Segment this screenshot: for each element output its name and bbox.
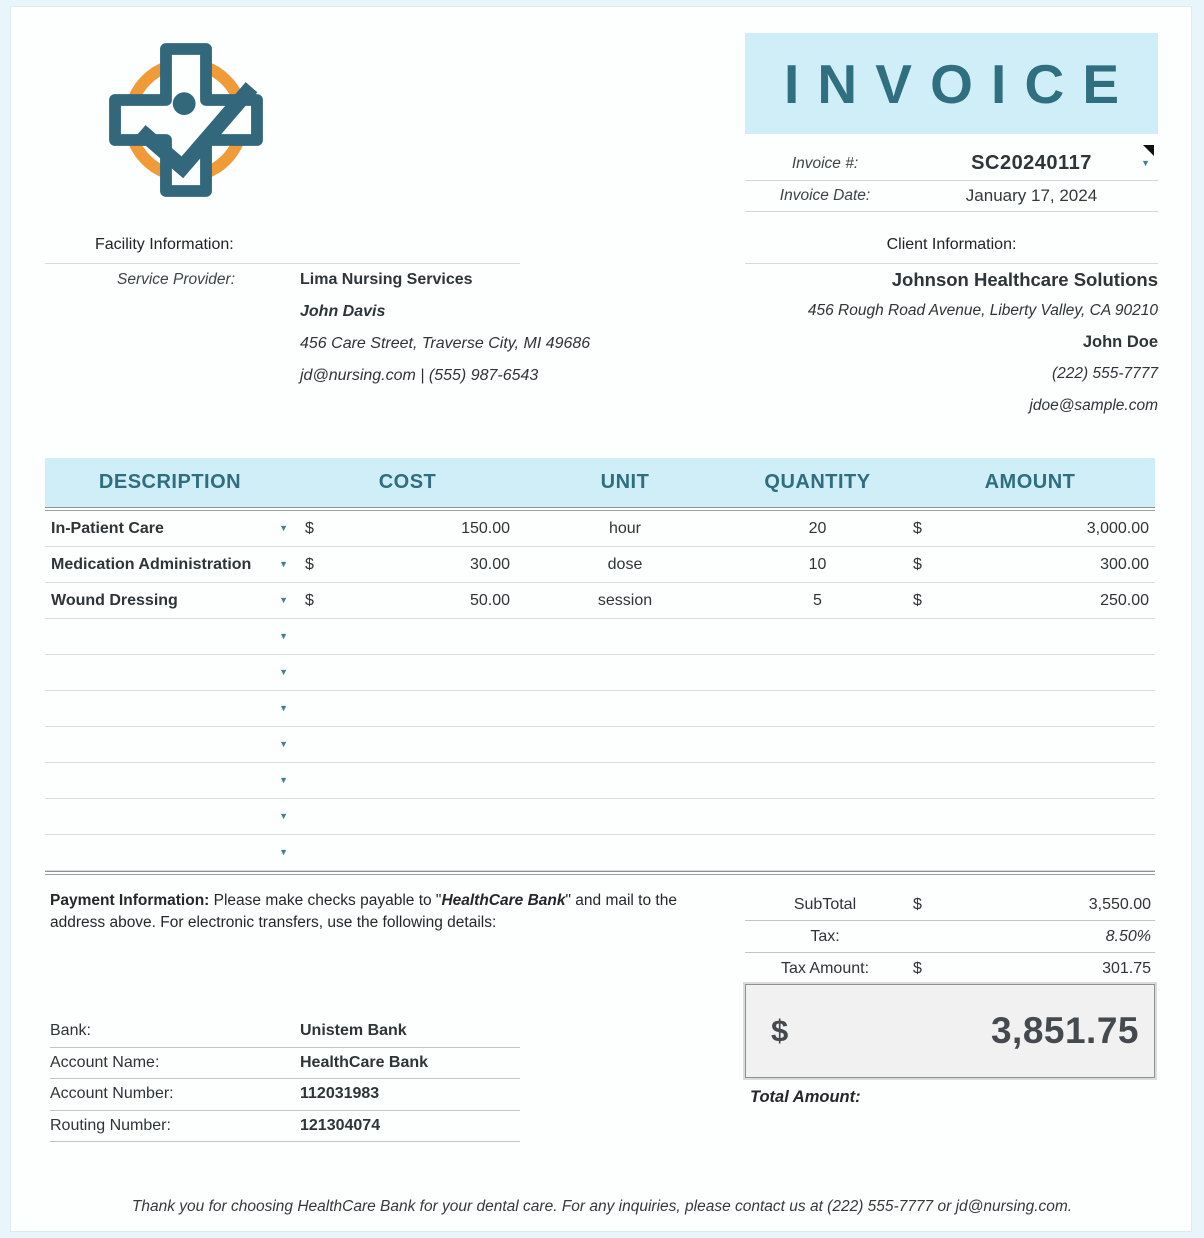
total-amount-value: 3,851.75 <box>990 1010 1139 1051</box>
subtotal-row <box>745 889 1155 921</box>
cell-note-marker <box>1143 145 1154 156</box>
bank-detail-value: Unistem Bank <box>300 1022 407 1040</box>
client-address: 456 Rough Road Avenue, Liberty Valley, CA 90210 <box>807 302 1158 320</box>
item-unit: dose <box>607 555 643 573</box>
client-section-title: Client Information: <box>745 236 1158 264</box>
currency-symbol: $ <box>913 895 922 913</box>
healthcare-logo-icon <box>95 26 277 214</box>
invoice-meta <box>745 147 1158 212</box>
empty-table-row <box>45 655 1155 691</box>
item-cost: 50.00 <box>469 591 510 609</box>
totals-section <box>745 889 1155 985</box>
client-contact-person: John Doe <box>1082 333 1158 352</box>
tax-rate-value: 8.50% <box>1105 927 1151 945</box>
invoice-date-value: January 17, 2024 <box>965 186 1098 205</box>
bank-detail-label: Account Name: <box>50 1053 160 1071</box>
item-description: In-Patient Care <box>51 519 164 537</box>
bank-detail-row <box>50 1048 520 1080</box>
client-phone: (222) 555-7777 <box>1052 365 1158 383</box>
payment-information <box>50 890 718 935</box>
description-dropdown-icon[interactable]: ▼ <box>279 739 288 749</box>
facility-section-title: Facility Information: <box>45 236 520 264</box>
empty-table-row <box>45 691 1155 727</box>
empty-table-row <box>45 763 1155 799</box>
currency-symbol: $ <box>305 519 314 537</box>
tax-rate-row <box>745 921 1155 953</box>
col-header-unit: UNIT <box>600 471 650 493</box>
description-dropdown-icon[interactable]: ▼ <box>279 667 288 677</box>
col-header-cost: COST <box>378 471 437 493</box>
item-unit: hour <box>608 519 642 537</box>
total-amount-box <box>745 984 1155 1078</box>
col-header-quantity: QUANTITY <box>764 471 871 493</box>
facility-contact-person: John Davis <box>300 303 386 320</box>
invoice-title-banner <box>745 33 1158 134</box>
payment-text-2: " and mail to the address above. For electronic transfers, use the following details: <box>50 892 677 932</box>
currency-symbol: $ <box>771 1013 789 1048</box>
bank-detail-row <box>50 1016 520 1048</box>
bank-details <box>50 1016 520 1142</box>
subtotal-value: 3,550.00 <box>1088 895 1151 913</box>
currency-symbol: $ <box>913 960 922 977</box>
description-dropdown-icon[interactable]: ▼ <box>279 523 288 533</box>
client-section <box>745 236 1158 422</box>
client-email: jdoe@sample.com <box>1029 396 1158 414</box>
currency-symbol: $ <box>305 555 314 573</box>
description-dropdown-icon[interactable]: ▼ <box>279 811 288 821</box>
col-header-amount: AMOUNT <box>984 471 1076 493</box>
bank-detail-value: 121304074 <box>300 1116 381 1134</box>
facility-section <box>45 236 591 392</box>
currency-symbol: $ <box>305 591 314 609</box>
facility-address: 456 Care Street, Traverse City, MI 49686 <box>300 335 591 352</box>
empty-table-row <box>45 619 1155 655</box>
service-provider-label: Service Provider: <box>116 271 235 288</box>
item-description: Wound Dressing <box>51 591 178 609</box>
invoice-number-value: SC20240117 <box>971 152 1092 174</box>
tax-label: Tax: <box>810 927 840 945</box>
invoice-date-row <box>745 181 1158 212</box>
currency-symbol: $ <box>913 519 922 537</box>
invoice-date-label: Invoice Date: <box>779 187 871 204</box>
payment-bank-name: HealthCare Bank <box>441 892 566 909</box>
items-table <box>45 458 1155 875</box>
subtotal-label: SubTotal <box>793 895 857 913</box>
tax-amount-row <box>745 953 1155 985</box>
item-quantity: 5 <box>813 591 822 609</box>
page-title: INVOICE <box>783 52 1138 115</box>
footer-note: Thank you for choosing HealthCare Bank for your dental care. For any inquiries, please contact us at (222) 555-7777 or jd@nursing.com. <box>131 1198 1073 1215</box>
item-amount: 250.00 <box>1100 591 1149 609</box>
bank-detail-value: HealthCare Bank <box>300 1053 429 1071</box>
client-company: Johnson Healthcare Solutions <box>891 268 1158 290</box>
col-header-description: DESCRIPTION <box>98 471 242 493</box>
tax-amount-value: 301.75 <box>1102 960 1151 977</box>
table-bottom-divider <box>45 871 1155 875</box>
facility-name: Lima Nursing Services <box>300 271 473 288</box>
description-dropdown-icon[interactable]: ▼ <box>279 775 288 785</box>
facility-contact: jd@nursing.com | (555) 987-6543 <box>300 367 539 384</box>
invoice-number-row <box>745 147 1158 181</box>
description-dropdown-icon[interactable]: ▼ <box>279 595 288 605</box>
empty-table-row <box>45 727 1155 763</box>
invoice-number-label: Invoice #: <box>791 154 859 172</box>
item-description: Medication Administration <box>51 555 252 573</box>
description-dropdown-icon[interactable]: ▼ <box>279 559 288 569</box>
empty-table-row <box>45 835 1155 871</box>
bank-detail-label: Account Number: <box>50 1085 174 1103</box>
currency-symbol: $ <box>913 555 922 573</box>
item-quantity: 10 <box>808 555 827 573</box>
invoice-number-dropdown-icon[interactable]: ▼ <box>1141 158 1150 168</box>
empty-table-row <box>45 799 1155 835</box>
bank-detail-label: Bank: <box>50 1022 91 1040</box>
bank-detail-label: Routing Number: <box>50 1116 171 1134</box>
item-quantity: 20 <box>808 519 827 537</box>
total-amount-label: Total Amount: <box>750 1088 861 1106</box>
table-row <box>45 583 1155 619</box>
payment-information-label: Payment Information: <box>50 892 210 909</box>
payment-text-1: Please make checks payable to " <box>209 892 442 909</box>
description-dropdown-icon[interactable]: ▼ <box>279 703 288 713</box>
bank-detail-value: 112031983 <box>300 1085 380 1103</box>
bank-detail-row <box>50 1111 520 1143</box>
item-amount: 3,000.00 <box>1086 519 1149 537</box>
description-dropdown-icon[interactable]: ▼ <box>279 847 288 857</box>
bank-detail-row <box>50 1079 520 1111</box>
item-cost: 30.00 <box>469 555 510 573</box>
table-row <box>45 511 1155 547</box>
description-dropdown-icon[interactable]: ▼ <box>279 631 288 641</box>
table-row <box>45 547 1155 583</box>
items-table-header <box>45 458 1155 507</box>
item-cost: 150.00 <box>461 519 510 537</box>
tax-amount-label: Tax Amount: <box>780 960 870 977</box>
currency-symbol: $ <box>913 591 922 609</box>
item-unit: session <box>597 591 653 609</box>
item-amount: 300.00 <box>1100 555 1149 573</box>
